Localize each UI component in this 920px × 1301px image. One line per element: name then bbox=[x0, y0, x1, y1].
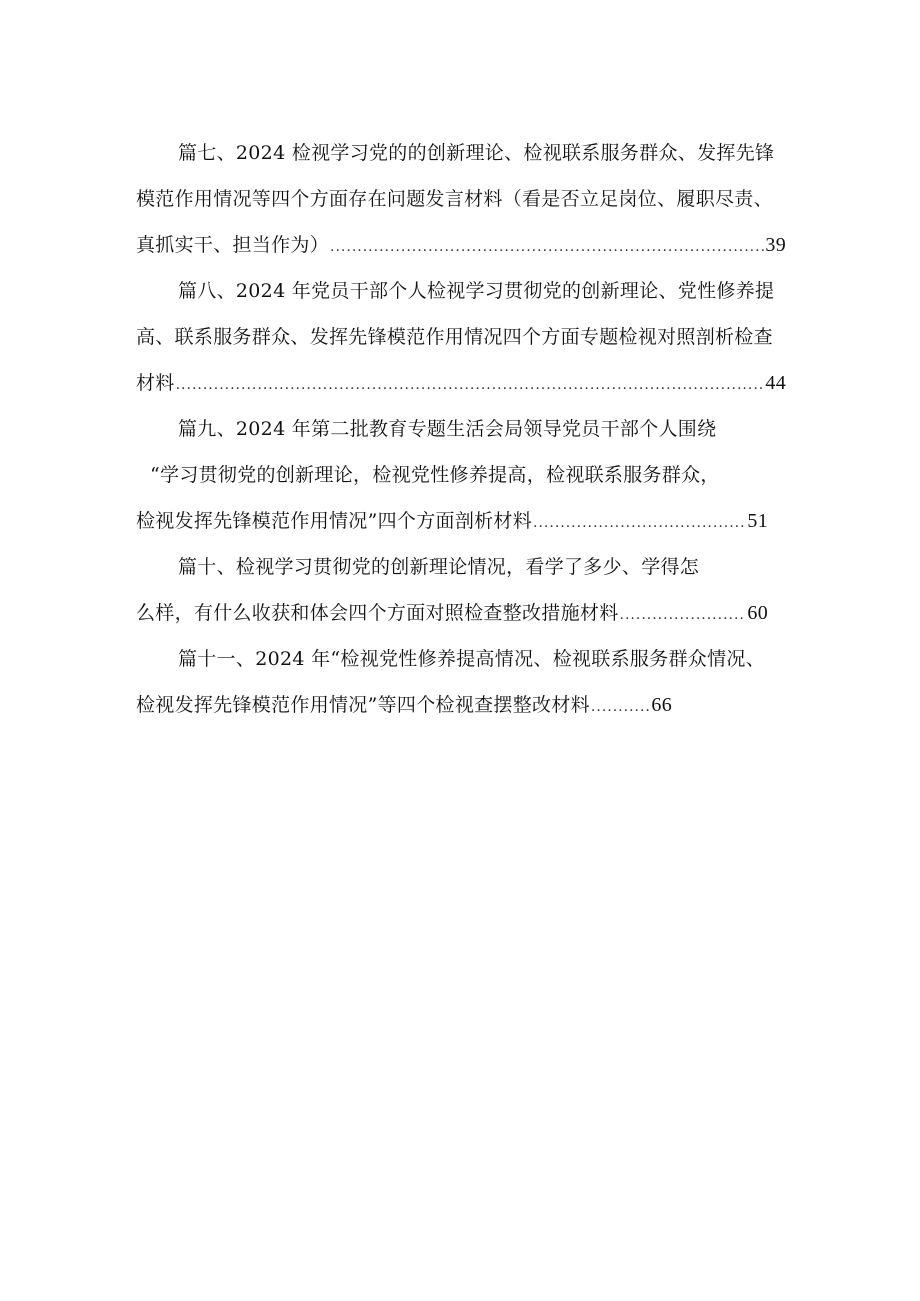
toc-text: “学习贯彻党的创新理论，检视党性修养提高，检视联系服务群众， bbox=[150, 464, 720, 486]
toc-text: 篇七、2024 检视学习党的的创新理论、检视联系服务群众、发挥先锋 bbox=[178, 142, 775, 164]
toc-line-last bbox=[136, 360, 786, 406]
toc-text: 么样，有什么收获和体会四个方面对照检查整改措施材料 bbox=[136, 602, 619, 624]
toc-line bbox=[136, 130, 796, 176]
toc-text: 高、联系服务群众、发挥先锋模范作用情况四个方面专题检视对照剖析检查 bbox=[136, 326, 773, 348]
toc-line bbox=[136, 406, 796, 452]
toc-line-last bbox=[136, 590, 768, 636]
toc-entry-8[interactable] bbox=[136, 268, 796, 406]
toc-line bbox=[136, 452, 796, 498]
toc-text: 篇十一、2024 年“检视党性修养提高情况、检视联系服务群众情况、 bbox=[178, 648, 766, 670]
toc-text: 篇八、2024 年党员干部个人检视学习贯彻党的创新理论、党性修养提 bbox=[178, 280, 775, 302]
toc-line bbox=[136, 544, 796, 590]
toc-entry-10[interactable] bbox=[136, 544, 796, 636]
toc-line-last bbox=[136, 682, 672, 728]
toc-page-number: 44 bbox=[765, 372, 786, 394]
toc-page-number: 39 bbox=[765, 234, 786, 256]
dot-leader bbox=[330, 224, 764, 270]
toc-text: 篇十、检视学习贯彻党的创新理论情况，看学了多少、学得怎 bbox=[178, 556, 700, 578]
toc-entry-7[interactable] bbox=[136, 130, 796, 268]
dot-leader bbox=[620, 592, 747, 638]
toc-page-number: 51 bbox=[747, 510, 768, 532]
toc-entry-11[interactable] bbox=[136, 636, 796, 728]
toc-entry-9[interactable] bbox=[136, 406, 796, 544]
toc-line-last bbox=[136, 498, 768, 544]
toc-text: 检视发挥先锋模范作用情况”四个方面剖析材料 bbox=[136, 510, 533, 532]
dot-leader bbox=[533, 500, 746, 546]
toc-text: 真抓实干、担当作为） bbox=[136, 234, 330, 256]
toc-text: 模范作用情况等四个方面存在问题发言材料（看是否立足岗位、履职尽责、 bbox=[136, 188, 773, 210]
toc-line bbox=[136, 176, 796, 222]
toc-text: 材料 bbox=[136, 372, 175, 394]
toc-line-last bbox=[136, 222, 786, 268]
dot-leader bbox=[176, 362, 765, 408]
toc-page-number: 66 bbox=[651, 694, 672, 716]
toc-line bbox=[136, 268, 796, 314]
toc-text: 检视发挥先锋模范作用情况”等四个检视查摆整改材料 bbox=[136, 694, 590, 716]
toc-text: 篇九、2024 年第二批教育专题生活会局领导党员干部个人围绕 bbox=[178, 418, 717, 440]
table-of-contents bbox=[136, 130, 796, 728]
toc-page-number: 60 bbox=[747, 602, 768, 624]
dot-leader bbox=[591, 684, 650, 730]
toc-line bbox=[136, 636, 796, 682]
toc-line bbox=[136, 314, 796, 360]
